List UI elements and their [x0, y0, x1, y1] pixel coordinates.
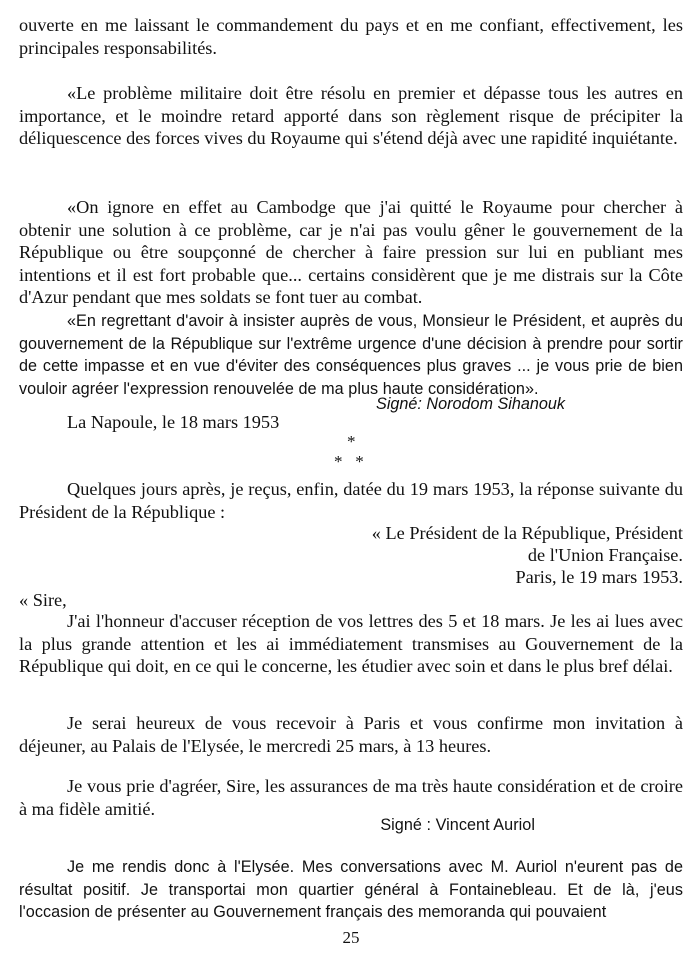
paragraph-elysee: Je me rendis donc à l'Elysée. Mes conversations avec M. Auriol n'eurent pas de résultat positif. Je transportai mon quartier général à Fontainebleau. Et de là, j'eus l'occasion de présenter au Gouvernement français des memoranda qui pouvaient [19, 858, 683, 922]
paragraph-cambodia: «On ignore en effet au Cambodge que j'ai quitté le Royaume pour chercher à obtenir une solution à ce problème, car je n'ai pas voulu gêner le gouvernement de la République ou être soupçonné de chercher à faire pression sur lui en publiant mes intentions et il est fort probable que... certains considèrent que je me distrais sur la Côte d'Azur pendant que mes soldats se font tuer au combat. [19, 197, 683, 308]
asterism-bottom: * * [334, 452, 364, 471]
paragraph-invitation: Je serai heureux de vous recevoir à Paris et vous confirme mon invitation à déjeuner, au Palais de l'Elysée, le mercredi 25 mars, à 13 heures. [19, 713, 683, 756]
paragraph-honour: J'ai l'honneur d'accuser réception de vos lettres des 5 et 18 mars. Je les ai lues avec la plus grande attention et les ai immédiatement transmises au Gouvernement de la République qui doit, en ce qui le concerne, les étudier avec soin et dans le plus bref délai. [19, 611, 683, 677]
letter-header-line-1: « Le Président de la République, Président [371, 523, 683, 543]
place-date: La Napoule, le 18 mars 1953 [67, 412, 280, 432]
paragraph-military-problem: «Le problème militaire doit être résolu en premier et dépasse tous les autres en importance, et le moindre retard apporté dans son règlement risque de précipiter la déliquescence des forces vives du Royaume qui s'étend déjà avec une rapidité inquiétante. [19, 83, 683, 149]
paragraph-assurances: Je vous prie d'agréer, Sire, les assurances de ma très haute considération et de croire à ma fidèle amitié. [19, 776, 683, 819]
paragraph-days-after: Quelques jours après, je reçus, enfin, datée du 19 mars 1953, la réponse suivante du Président de la République : [19, 479, 683, 522]
signature-sihanouk: Signé: Norodom Sihanouk [376, 395, 565, 413]
asterism-top: * [347, 432, 356, 451]
signature-auriol: Signé : Vincent Auriol [380, 816, 535, 834]
paragraph-intro: ouverte en me laissant le commandement du pays et en me confiant, effectivement, les principales responsabilités. [19, 15, 683, 58]
page-number: 25 [342, 928, 360, 947]
letter-header-line-2: de l'Union Française. [527, 545, 683, 565]
document-page [19, 0, 683, 956]
salutation: « Sire, [19, 590, 67, 610]
paragraph-regret: «En regrettant d'avoir à insister auprès de vous, Monsieur le Président, et auprès du gouvernement de la République sur l'extrême urgence d'une décision à prendre pour sortir de cette impasse et en vue d'éviter des conséquences plus graves ... je vous prie de bien vouloir agréer l'expression renouvelée de ma plus haute considération». [19, 312, 683, 398]
letter-header-line-3: Paris, le 19 mars 1953. [515, 567, 683, 587]
